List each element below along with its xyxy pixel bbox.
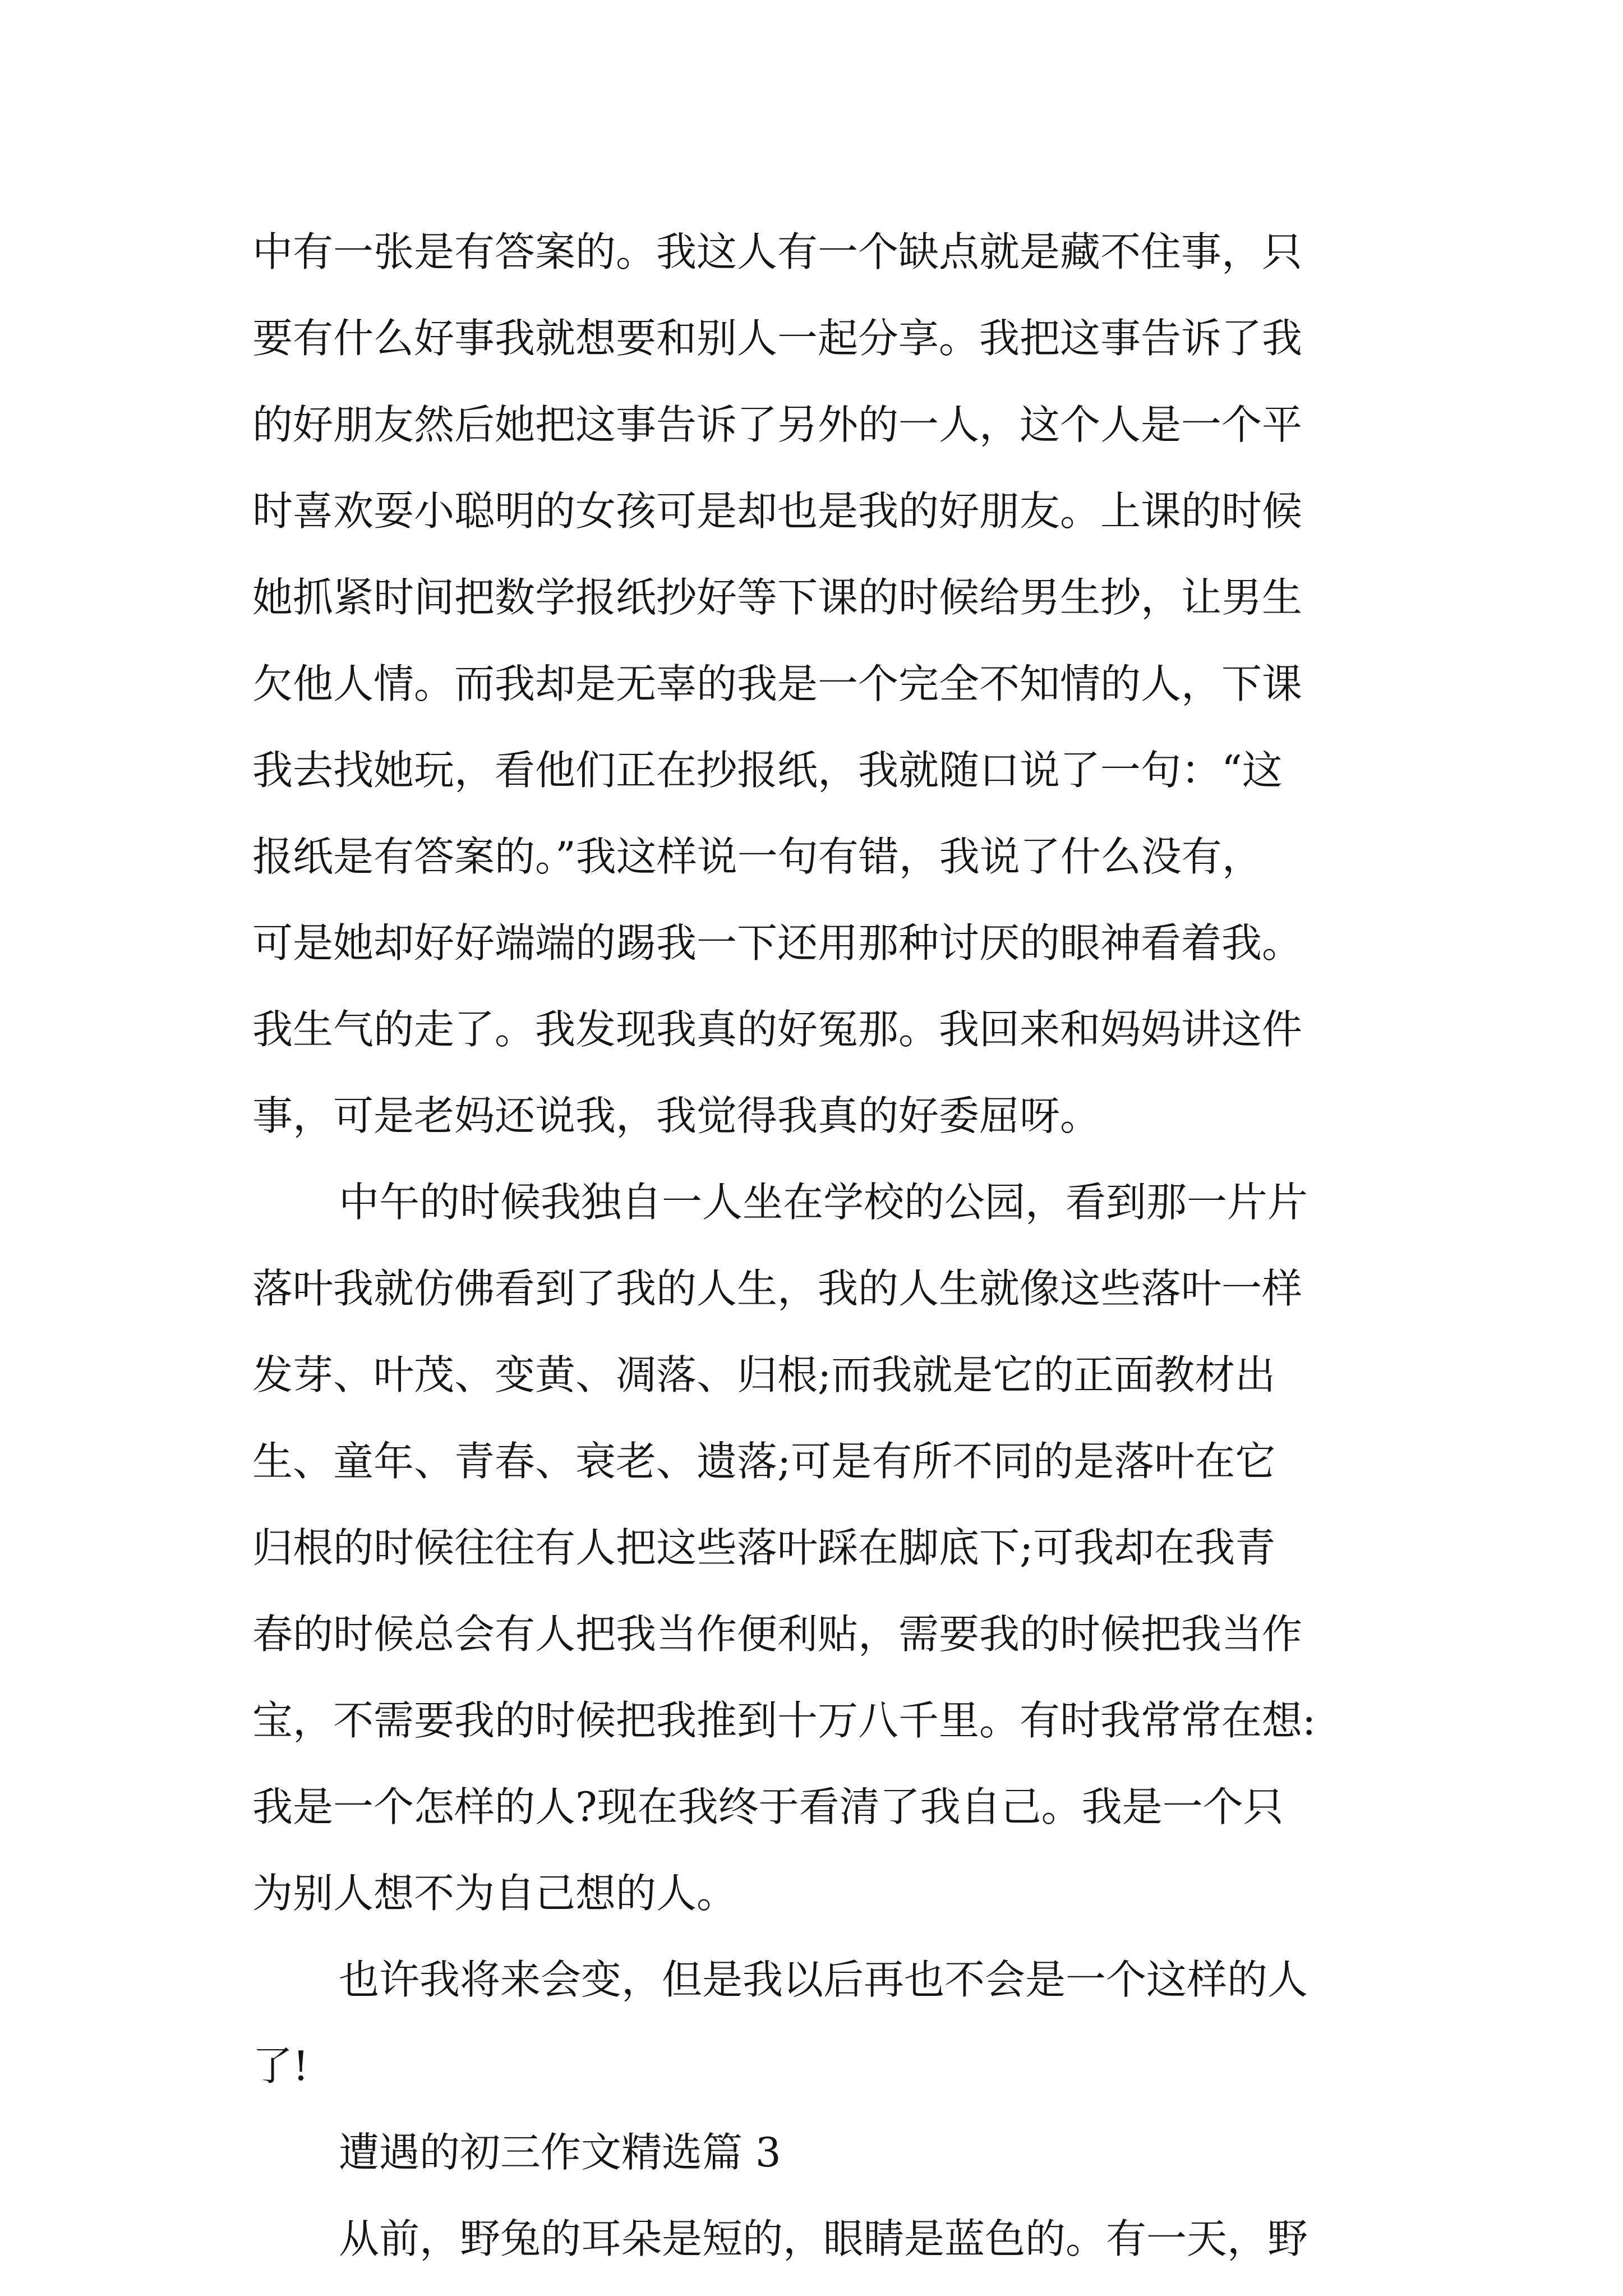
text-line-18: 宝，不需要我的时候把我推到十万八千里。有时我常常在想:	[252, 1697, 1316, 1744]
text-line-4: 时喜欢耍小聪明的女孩可是却也是我的好朋友。上课的时候	[252, 487, 1303, 535]
essay-body	[252, 209, 1430, 2282]
text-line-7: 我去找她玩，看他们正在抄报纸，我就随口说了一句：“这	[252, 747, 1283, 794]
text-line-11: 事，可是老妈还说我，我觉得我真的好委屈呀。	[252, 1092, 1101, 1139]
text-line-3: 的好朋友然后她把这事告诉了另外的一人，这个人是一个平	[252, 401, 1303, 448]
text-line-17: 春的时候总会有人把我当作便利贴，需要我的时候把我当作	[252, 1611, 1303, 1658]
text-line-16: 归根的时候往往有人把这些落叶踩在脚底下;可我却在我青	[252, 1524, 1276, 1571]
text-line-1: 中有一张是有答案的。我这人有一个缺点就是藏不住事，只	[252, 228, 1303, 275]
text-line-5: 她抓紧时间把数学报纸抄好等下课的时候给男生抄，让男生	[252, 574, 1303, 621]
text-line-22: 了!	[252, 2042, 309, 2090]
text-line-13: 落叶我就仿佛看到了我的人生，我的人生就像这些落叶一样	[252, 1265, 1303, 1312]
text-line-6: 欠他人情。而我却是无辜的我是一个完全不知情的人，下课	[252, 660, 1303, 707]
text-line-14: 发芽、叶茂、变黄、凋落、归根;而我就是它的正面教材出	[252, 1351, 1276, 1398]
text-line-9: 可是她却好好端端的踢我一下还用那种讨厌的眼神看着我。	[252, 919, 1303, 967]
text-line-12: 中午的时候我独自一人坐在学校的公园，看到那一片片	[339, 1179, 1308, 1226]
text-line-24: 从前，野兔的耳朵是短的，眼睛是蓝色的。有一天，野	[339, 2215, 1308, 2262]
text-line-19: 我是一个怎样的人?现在我终于看清了我自己。我是一个只	[252, 1783, 1284, 1830]
text-line-21: 也许我将来会变，但是我以后再也不会是一个这样的人	[339, 1956, 1308, 2003]
text-line-2: 要有什么好事我就想要和别人一起分享。我把这事告诉了我	[252, 315, 1303, 362]
text-line-10: 我生气的走了。我发现我真的好冤那。我回来和妈妈讲这件	[252, 1006, 1303, 1053]
text-line-15: 生、童年、青春、衰老、遗落;可是有所不同的是落叶在它	[252, 1438, 1276, 1485]
text-line-8: 报纸是有答案的。”我这样说一句有错，我说了什么没有，	[252, 833, 1262, 880]
section-heading: 遭遇的初三作文精选篇 3	[339, 2129, 781, 2176]
text-line-20: 为别人想不为自己想的人。	[252, 1870, 737, 1917]
